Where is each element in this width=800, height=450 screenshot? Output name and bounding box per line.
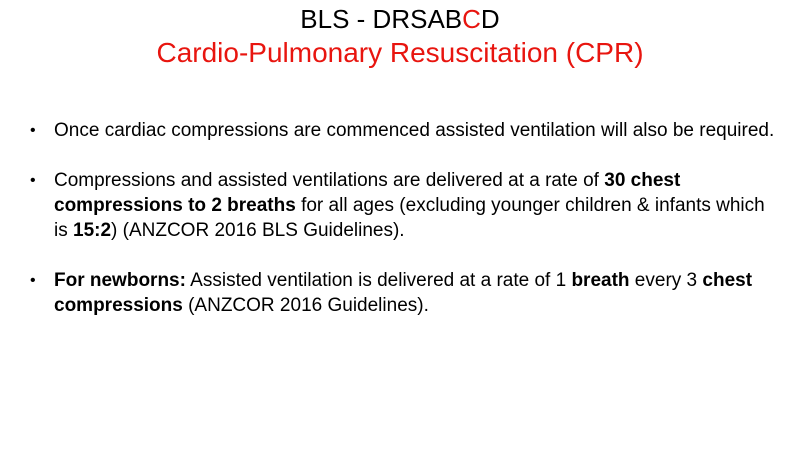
title-line-2: Cardio-Pulmonary Resuscitation (CPR) xyxy=(156,37,644,68)
bullet-text: Compressions and assisted ventilations are delivered at a rate of xyxy=(54,170,605,191)
bullet-bold-ratio: 30 chest compressions to 2 breaths xyxy=(54,170,681,216)
bullet-text: ) (ANZCOR 2016 BLS Guidelines). xyxy=(111,220,405,241)
bullet-list xyxy=(28,118,780,343)
bullet-text: (ANZCOR 2016 Guidelines). xyxy=(182,295,429,316)
bullet-text: every 3 xyxy=(629,270,703,291)
bullet-item-1 xyxy=(28,118,780,143)
title-line-1 xyxy=(0,2,800,36)
bullet-bold-breath: breath xyxy=(571,270,630,291)
bullet-item-2 xyxy=(28,168,780,243)
bullet-bold-newborns: For newborns: xyxy=(54,270,186,291)
bullet-text: Once cardiac compressions are commenced assisted ventilation will also be required. xyxy=(54,120,775,141)
bullet-dot-icon: • xyxy=(30,172,36,189)
title-suffix: D xyxy=(480,4,500,34)
title-highlight-letter: C xyxy=(462,4,481,34)
bullet-text: for all ages (excluding younger children & infants which is xyxy=(54,195,765,241)
slide-title xyxy=(0,2,800,70)
bullet-bold-compressions: chest compressions xyxy=(54,270,753,316)
bullet-dot-icon: • xyxy=(30,272,36,289)
bullet-text: Assisted ventilation is delivered at a rate of 1 xyxy=(185,270,572,291)
bullet-bold-child-ratio: 15:2 xyxy=(73,220,112,241)
bullet-dot-icon: • xyxy=(30,122,36,139)
bullet-item-3 xyxy=(28,268,780,318)
title-prefix: BLS - DRSAB xyxy=(300,4,463,34)
